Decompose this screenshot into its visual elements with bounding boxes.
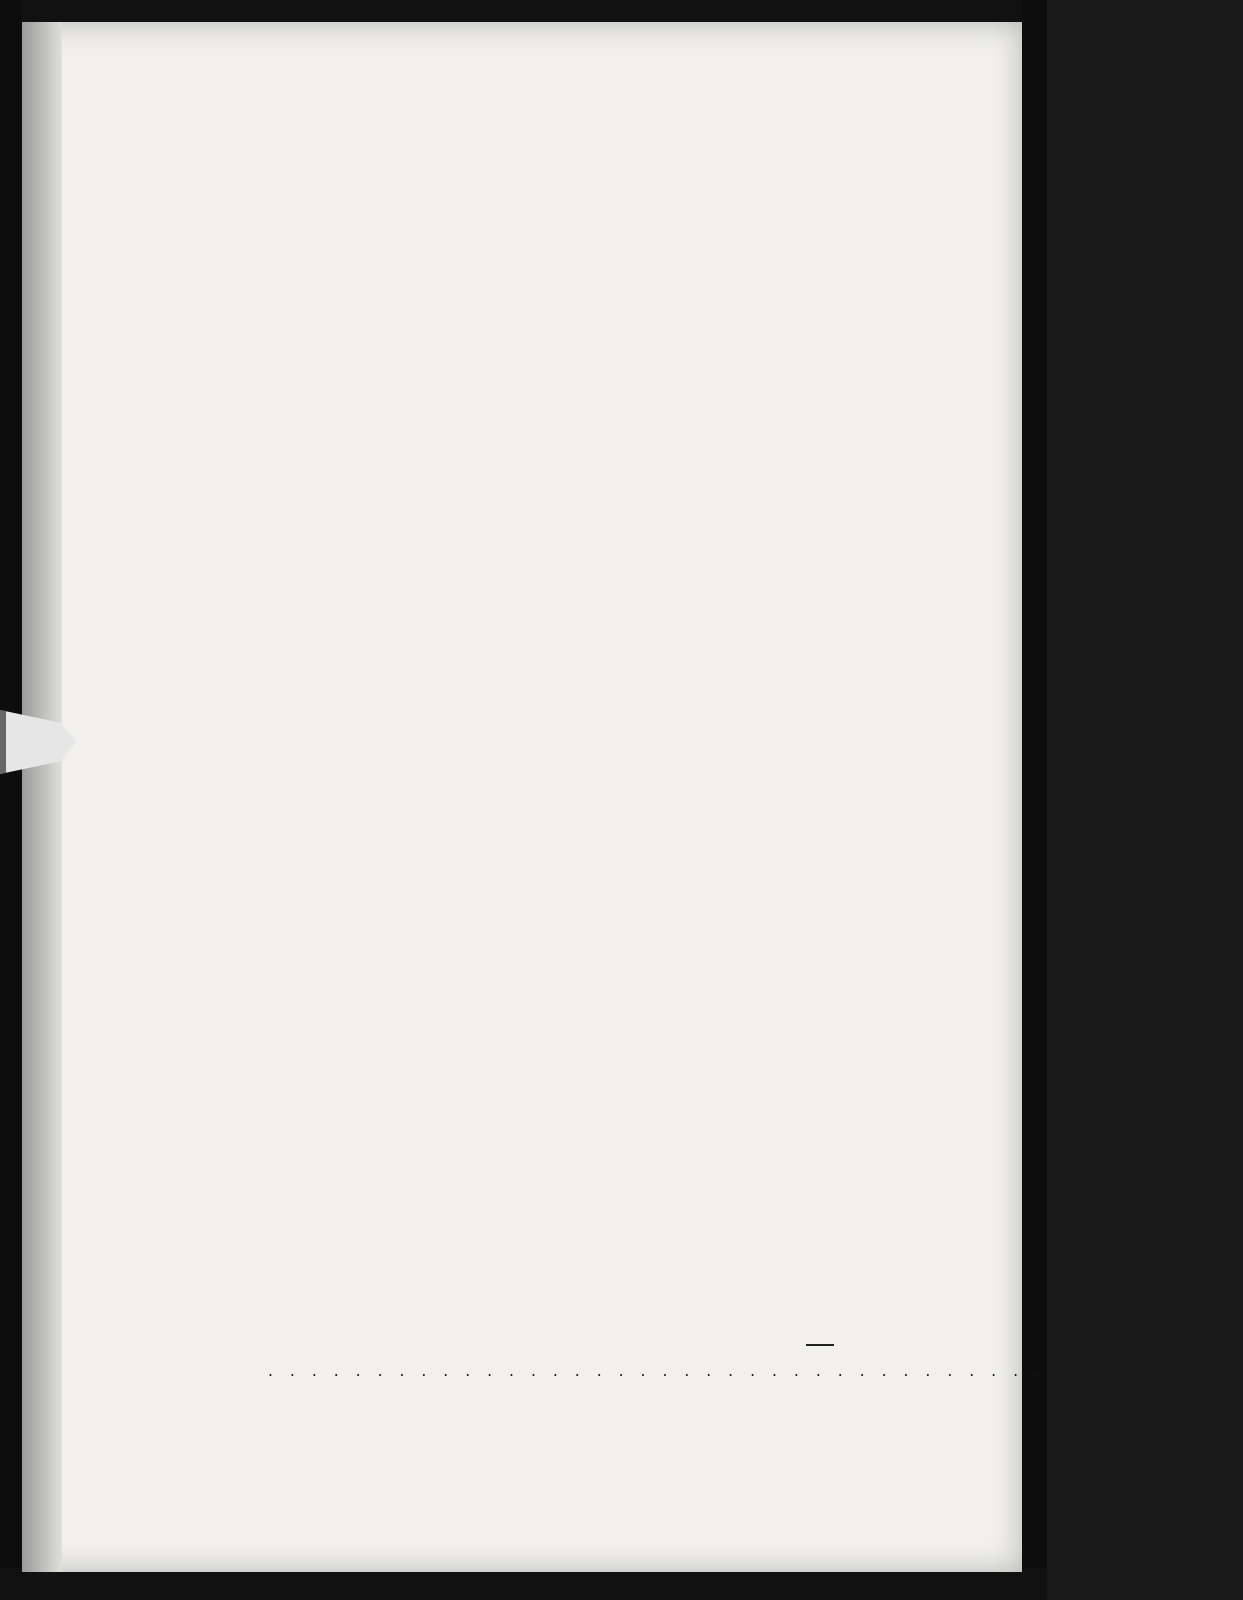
total-row — [268, 1362, 1243, 1380]
scan-border-right — [1022, 0, 1047, 1600]
scan-border-left — [0, 0, 22, 1600]
page-paper — [22, 22, 1022, 1572]
binding-gutter — [22, 22, 62, 1572]
total-rule — [806, 1344, 834, 1346]
leader-dots: . . . . . . . . . . . . . . . . . . . . . . . . . . . . . . . . . . . . . . . . . . . . . — [268, 1362, 1243, 1380]
scan-border-bottom — [0, 1568, 1047, 1600]
